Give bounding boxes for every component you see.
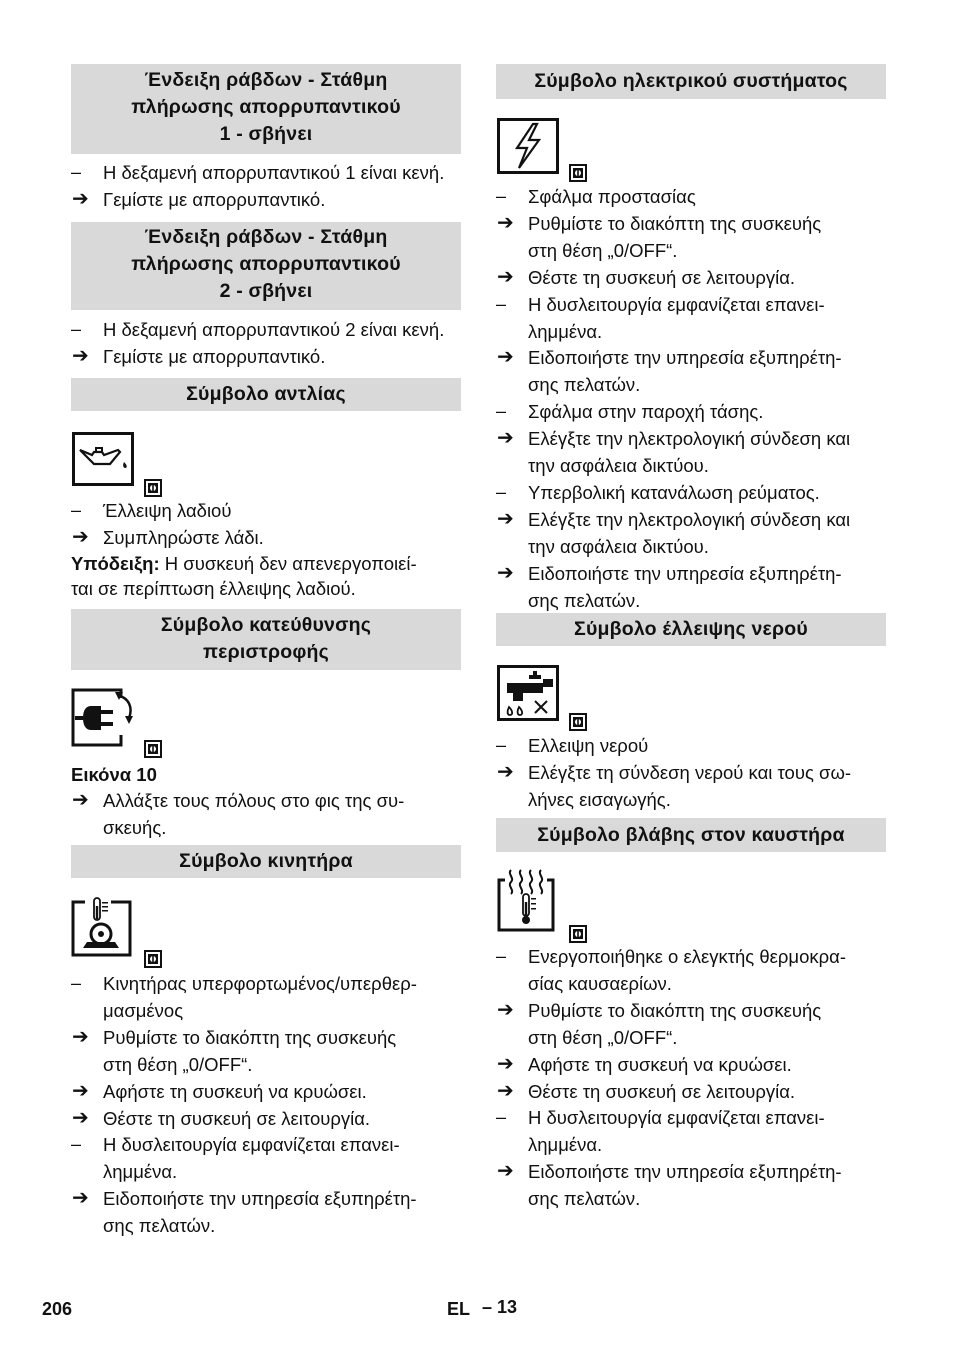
arrow-bullet-icon: ➔ — [497, 507, 514, 530]
action-step: Γεμίστε με απορρυπαντικό. — [103, 188, 326, 210]
heading-line: Ένδειξη ράβδων - Στάθμη — [144, 69, 388, 91]
list-item-continuation: μασμένος — [103, 999, 184, 1021]
dash-bullet: – — [71, 500, 82, 520]
heading-line: Σύμβολο κατεύθυνσης — [160, 614, 372, 636]
rotation-direction-icon — [71, 688, 137, 748]
arrow-bullet-icon: ➔ — [497, 1160, 514, 1183]
action-step: Ειδοποιήστε την υπηρεσία εξυπηρέτη- — [528, 347, 842, 369]
condition-item: Η δεξαμενή απορρυπαντικού 1 είναι κενή. — [103, 162, 445, 183]
section-heading-detergent-2 — [71, 222, 461, 310]
service-book-icon — [569, 164, 587, 182]
action-step: Γεμίστε με απορρυπαντικό. — [103, 345, 326, 367]
list-item-continuation: λήνες εισαγωγής. — [528, 788, 671, 810]
action-step: Θέστε τη συσκευή σε λειτουργία. — [528, 1080, 796, 1102]
condition-item: Η δυσλειτουργία εμφανίζεται επανει- — [528, 293, 825, 315]
dash-bullet: – — [496, 401, 507, 422]
heading-line: πλήρωσης απορρυπαντικού — [131, 96, 401, 118]
action-step: Ρυθμίστε το διακόπτη της συσκευής — [528, 212, 822, 234]
condition-item: Σφάλμα προστασίας — [528, 186, 696, 207]
dash-bullet: – — [496, 735, 507, 755]
dash-bullet: – — [496, 946, 507, 966]
condition-item: Κινητήρας υπερφορτωμένος/υπερθερ- — [103, 973, 417, 994]
action-step: Ελέγξτε τη σύνδεση νερού και τους σω- — [528, 761, 852, 783]
action-step: Αφήστε τη συσκευή να κρυώσει. — [103, 1080, 367, 1102]
arrow-bullet-icon: ➔ — [497, 211, 514, 234]
action-step: Θέστε τη συσκευή σε λειτουργία. — [528, 266, 796, 288]
action-step: Ελέγξτε την ηλεκτρολογική σύνδεση και — [528, 428, 851, 450]
list-item-continuation: στη θέση „0/OFF“. — [528, 1026, 678, 1048]
section-heading-burner-fault — [496, 818, 886, 852]
list-item-continuation: σης πελατών. — [528, 374, 641, 396]
arrow-bullet-icon: ➔ — [72, 1079, 89, 1102]
condition-item: Έλλειψη λαδιού — [103, 500, 232, 521]
condition-item: Η δεξαμενή απορρυπαντικού 2 είναι κενή. — [103, 319, 445, 340]
arrow-bullet-icon: ➔ — [72, 525, 89, 548]
dash-bullet: – — [496, 293, 507, 314]
arrow-bullet-icon: ➔ — [497, 265, 514, 288]
arrow-bullet-icon: ➔ — [72, 344, 89, 367]
heading-text: Σύμβολο αντλίας — [186, 383, 346, 405]
list-item-continuation: λημμένα. — [103, 1161, 178, 1183]
arrow-bullet-icon: ➔ — [497, 998, 514, 1021]
dash-bullet: – — [71, 973, 82, 993]
list-item-continuation: στη θέση „0/OFF“. — [103, 1053, 253, 1075]
condition-item: Σφάλμα στην παροχή τάσης. — [528, 401, 764, 423]
oil-can-icon — [72, 432, 134, 486]
service-book-icon — [144, 740, 162, 758]
dash-bullet: – — [496, 1107, 507, 1128]
heading-line: πλήρωσης απορρυπαντικού — [131, 253, 401, 275]
heading-line: Ένδειξη ράβδων - Στάθμη — [144, 226, 388, 248]
service-book-icon — [569, 925, 587, 943]
list-item-continuation: σίας καυσαερίων. — [528, 972, 672, 994]
arrow-bullet-icon: ➔ — [497, 346, 514, 369]
arrow-bullet-icon: ➔ — [497, 760, 514, 783]
heading-line: 2 - σβήνει — [219, 280, 313, 302]
dash-bullet: – — [496, 481, 507, 502]
page-number: 206 — [42, 1299, 73, 1319]
language-code: EL — [447, 1299, 471, 1319]
heading-text: Σύμβολο ηλεκτρικού συστήματος — [534, 70, 848, 92]
heading-text: Σύμβολο κινητήρα — [179, 850, 353, 872]
arrow-bullet-icon: ➔ — [497, 1079, 514, 1102]
note-paragraph — [71, 551, 417, 576]
arrow-bullet-icon: ➔ — [72, 187, 89, 210]
section-heading-pump — [71, 378, 461, 411]
heading-line: περιστροφής — [203, 641, 329, 663]
heading-text: Σύμβολο έλλειψης νερού — [574, 618, 808, 640]
section-heading-rotation — [71, 609, 461, 670]
list-item-continuation: την ασφάλεια δικτύου. — [528, 535, 709, 557]
arrow-bullet-icon: ➔ — [72, 1025, 89, 1048]
list-item-continuation: λημμένα. — [528, 1134, 603, 1156]
action-step: Αλλάξτε τους πόλους στο φις της συ- — [103, 790, 405, 811]
condition-item: Ελλειψη νερού — [528, 735, 649, 756]
heading-line: 1 - σβήνει — [219, 123, 313, 145]
service-book-icon — [569, 713, 587, 731]
action-step: Θέστε τη συσκευή σε λειτουργία. — [103, 1107, 371, 1129]
action-step: Ειδοποιήστε την υπηρεσία εξυπηρέτη- — [528, 1161, 842, 1183]
list-item-continuation: σης πελατών. — [103, 1215, 216, 1237]
dash-bullet: – — [71, 1134, 82, 1155]
burner-temperature-icon — [497, 868, 555, 932]
arrow-bullet-icon: ➔ — [72, 1187, 89, 1210]
service-book-icon — [144, 950, 162, 968]
action-step: Αφήστε τη συσκευή να κρυώσει. — [528, 1053, 792, 1075]
dash-bullet: – — [71, 319, 82, 339]
arrow-bullet-icon: ➔ — [72, 789, 89, 811]
arrow-bullet-icon: ➔ — [497, 1052, 514, 1075]
section-heading-motor — [71, 845, 461, 878]
section-page-number: – 13 — [482, 1297, 518, 1317]
action-step: Συμπληρώστε λάδι. — [103, 526, 264, 548]
lightning-icon — [497, 118, 559, 174]
water-tap-icon — [497, 665, 559, 721]
list-item-continuation: σης πελατών. — [528, 589, 641, 611]
section-heading-water-shortage — [496, 613, 886, 646]
note-text-1: Η συσκευή δεν απενεργοποιεί- — [159, 553, 417, 574]
note-label: Υπόδειξη: — [71, 553, 160, 574]
list-item-continuation: σης πελατών. — [528, 1188, 641, 1210]
dash-bullet: – — [71, 162, 82, 182]
note-text-2: ται σε περίπτωση έλλειψης λαδιού. — [71, 578, 356, 599]
section-heading-detergent-1 — [71, 64, 461, 154]
action-step: Ειδοποιήστε την υπηρεσία εξυπηρέτη- — [528, 562, 842, 584]
list-item-continuation: σκευής. — [103, 816, 167, 838]
arrow-bullet-icon: ➔ — [72, 1106, 89, 1129]
figure-label: Εικόνα 10 — [71, 764, 157, 785]
list-item-continuation: την ασφάλεια δικτύου. — [528, 455, 709, 476]
condition-item: Η δυσλειτουργία εμφανίζεται επανει- — [528, 1107, 825, 1129]
action-step: Ειδοποιήστε την υπηρεσία εξυπηρέτη- — [103, 1188, 417, 1210]
condition-item: Υπερβολική κατανάλωση ρεύματος. — [528, 481, 820, 503]
arrow-bullet-icon: ➔ — [497, 561, 514, 584]
action-step: Ρυθμίστε το διακόπτη της συσκευής — [528, 999, 822, 1021]
service-book-icon — [144, 479, 162, 497]
list-item-continuation: λημμένα. — [528, 320, 603, 342]
heading-text: Σύμβολο βλάβης στον καυστήρα — [537, 824, 845, 846]
action-step: Ελέγξτε την ηλεκτρολογική σύνδεση και — [528, 508, 851, 530]
action-step: Ρυθμίστε το διακόπτη της συσκευής — [103, 1026, 397, 1048]
condition-item: Ενεργοποιήθηκε ο ελεγκτής θερμοκρα- — [528, 946, 847, 967]
arrow-bullet-icon: ➔ — [497, 427, 514, 450]
section-heading-electrical — [496, 64, 886, 99]
dash-bullet: – — [496, 186, 507, 206]
list-item-continuation: στη θέση „0/OFF“. — [528, 239, 678, 261]
condition-item: Η δυσλειτουργία εμφανίζεται επανει- — [103, 1134, 400, 1156]
motor-icon — [71, 896, 133, 958]
